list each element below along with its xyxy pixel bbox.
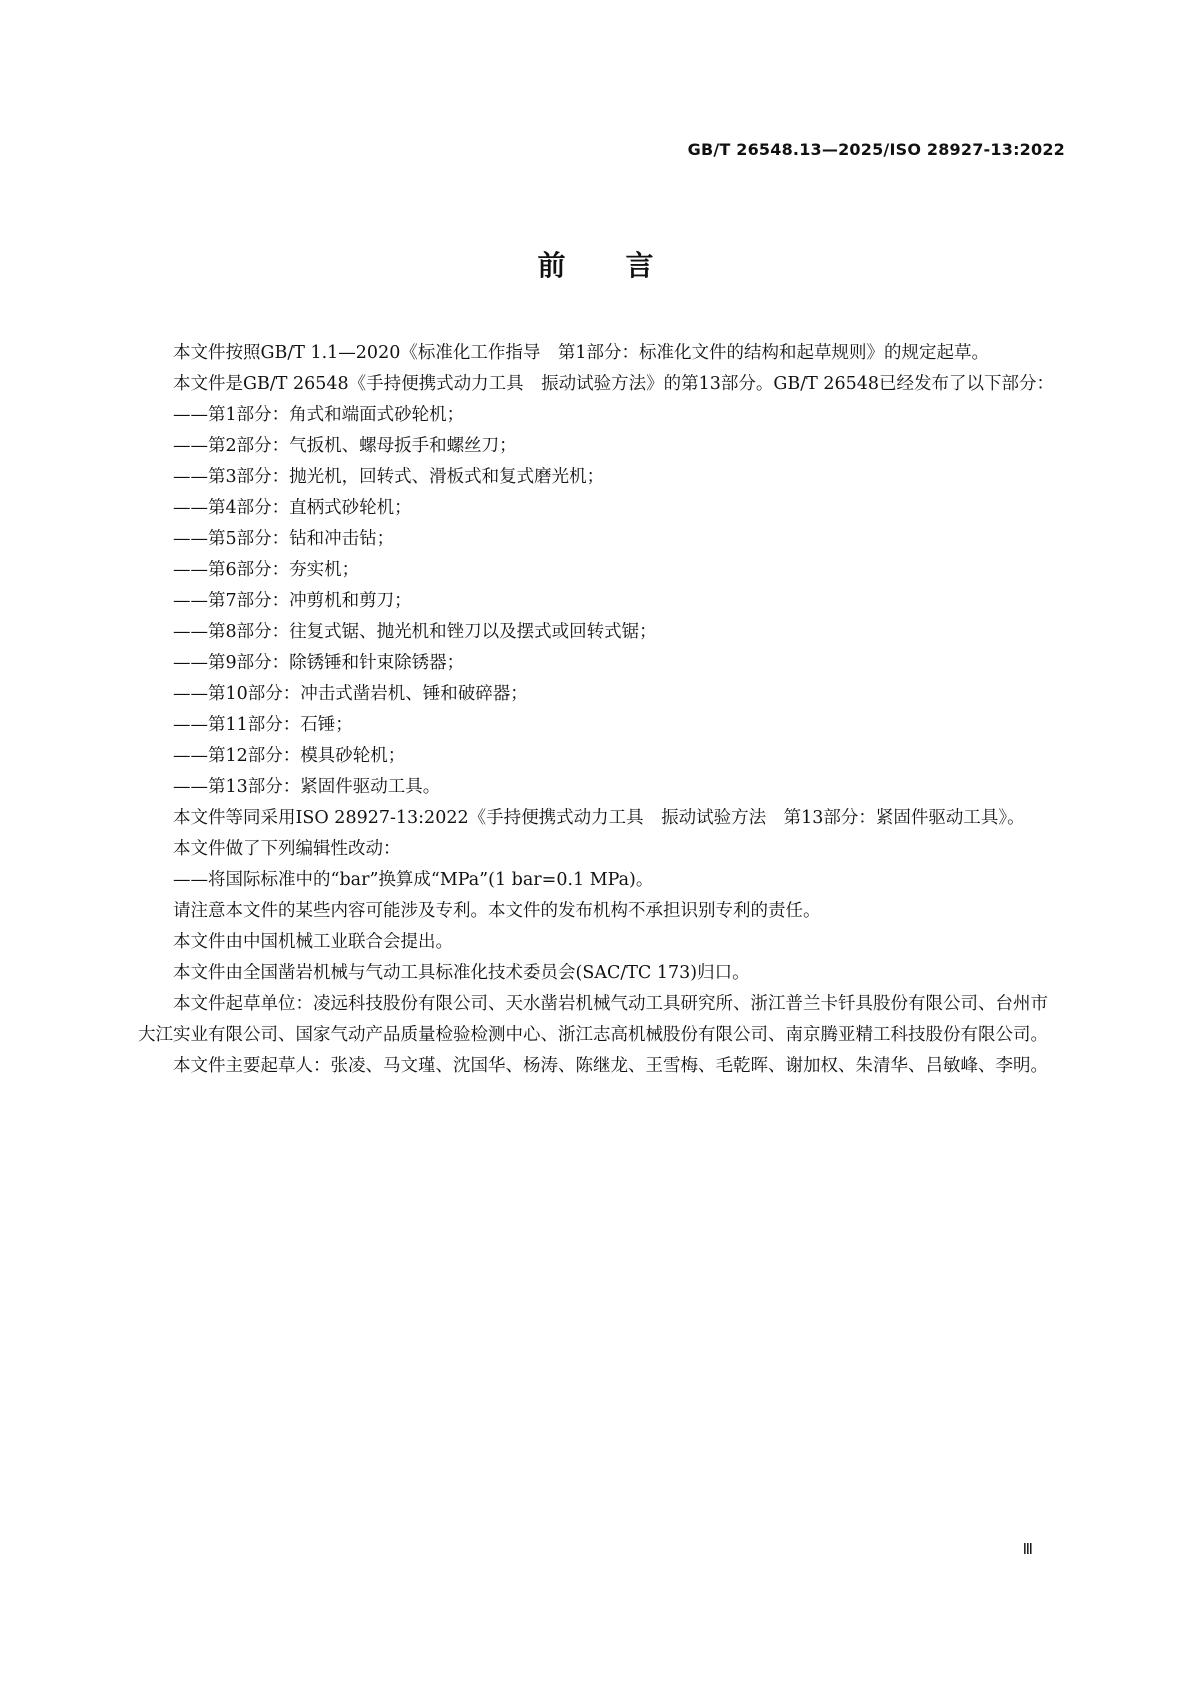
standard-code: GB/T 26548.13—2025/ISO 28927-13:2022	[687, 140, 1065, 159]
list-item: ——第13部分：紧固件驱动工具。	[173, 777, 441, 797]
list-item: ——第9部分：除锈锤和针束除锈器；	[173, 653, 465, 673]
list-item: ——第4部分：直柄式砂轮机；	[173, 498, 412, 518]
list-item: ——第7部分：冲剪机和剪刀；	[173, 591, 412, 611]
list-item: ——第2部分：气扳机、螺母扳手和螺丝刀；	[173, 436, 517, 456]
foreword-body	[138, 338, 1058, 1082]
list-item: ——第5部分：钻和冲击钻；	[173, 529, 395, 549]
drafting-units-paragraph: 本文件起草单位：凌远科技股份有限公司、天水凿岩机械气动工具研究所、浙江普兰卡钎具股份有限公司、台州市大江实业有限公司、国家气动产品质量检验检测中心、浙江志高机械股份有限公司、南京腾亚精工科技股份有限公司。	[138, 994, 1048, 1045]
drafters-paragraph: 本文件主要起草人：张凌、马文瑾、沈国华、杨涛、陈继龙、王雪梅、毛乾晖、谢加权、朱清华、吕敏峰、李明。	[173, 1056, 1048, 1076]
drafting-rules-paragraph: 本文件按照GB/T 1.1—2020《标准化工作指导 第1部分：标准化文件的结构和起草规则》的规定起草。	[173, 343, 989, 363]
series-paragraph: 本文件是GB/T 26548《手持便携式动力工具 振动试验方法》的第13部分。GB/T 26548已经发布了以下部分：	[173, 374, 1055, 394]
list-item: ——第12部分：模具砂轮机；	[173, 746, 406, 766]
page-title: 前言	[537, 249, 714, 282]
page-number: Ⅲ	[1022, 1542, 1033, 1558]
adoption-paragraph: 本文件等同采用ISO 28927-13:2022《手持便携式动力工具 振动试验方法 第13部分：紧固件驱动工具》。	[173, 808, 1025, 828]
list-item: ——第10部分：冲击式凿岩机、锤和破碎器；	[173, 684, 528, 704]
editorial-changes-intro: 本文件做了下列编辑性改动：	[173, 839, 401, 859]
proposer-paragraph: 本文件由中国机械工业联合会提出。	[173, 932, 453, 952]
list-item: ——第3部分：抛光机，回转式、滑板式和复式磨光机；	[173, 467, 605, 487]
patent-notice: 请注意本文件的某些内容可能涉及专利。本文件的发布机构不承担识别专利的责任。	[173, 901, 821, 921]
list-item: ——第8部分：往复式锯、抛光机和锉刀以及摆式或回转式锯；	[173, 622, 657, 642]
list-item: ——第6部分：夯实机；	[173, 560, 360, 580]
editorial-change-item: ——将国际标准中的“bar”换算成“MPa”(1 bar=0.1 MPa)。	[173, 870, 654, 890]
list-item: ——第1部分：角式和端面式砂轮机；	[173, 405, 465, 425]
list-item: ——第11部分：石锤；	[173, 715, 353, 735]
committee-paragraph: 本文件由全国凿岩机械与气动工具标准化技术委员会(SAC/TC 173)归口。	[173, 963, 750, 983]
